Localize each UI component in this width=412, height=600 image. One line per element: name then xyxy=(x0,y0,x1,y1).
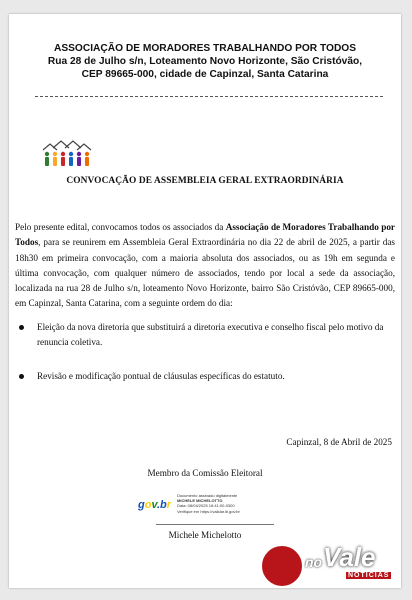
bullet-icon xyxy=(19,374,24,379)
header-org-name: ASSOCIAÇÃO DE MORADORES TRABALHANDO POR TODOS xyxy=(53,43,357,54)
watermark-vale: Vale xyxy=(323,542,376,572)
document-title: CONVOCAÇÃO DE ASSEMBLEIA GERAL EXTRAORDINÁRIA xyxy=(66,176,344,186)
signature-verify: Verifique em https://validar.iti.gov.br xyxy=(177,508,240,514)
member-line: Membro da Comissão Eleitoral xyxy=(147,468,263,478)
watermark-no: no xyxy=(305,554,323,570)
signature-date: Data: 08/04/2025 16:41:00-0300 xyxy=(177,503,235,509)
signer-name: Michele Michelotto xyxy=(168,530,242,540)
agenda-item-text: Revisão e modificação pontual de cláusulas específicas do estatuto. xyxy=(37,371,285,381)
signature-caption: Documento assinado digitalmente xyxy=(177,493,238,498)
date-line: Capinzal, 8 de Abril de 2025 xyxy=(286,437,392,447)
agenda-item-text: Eleição da nova diretoria que substituirá a diretoria executiva e conselho fiscal pelo motivo da renuncia coletiva. xyxy=(37,322,384,348)
association-logo-icon xyxy=(39,136,93,172)
association-name: Associação de Moradores Trabalhando por Todos xyxy=(15,222,395,248)
intro-text: Pelo presente edital, convocamos todos os associados da xyxy=(15,222,226,232)
bullet-icon xyxy=(19,325,24,330)
novale-watermark xyxy=(260,544,410,594)
header-cep: CEP 89665-000, cidade de Capinzal, Santa Catarina xyxy=(81,69,329,80)
paragraph-text: , para se reunirem em Assembleia Geral Extraordinária no dia 22 de abril de 2025, a partir das 18h30 em primeira convocação, com a maioria absoluta dos associados, ou as 19h em segunda e última convocação, com qualquer número de associados, tendo por local a sede da associação, localizada na rua 28 de Julho s/n, loteamento Novo Horizonte, bairro São Cristóvão, CEP 89665-000, em Capinzal, Santa Catarina, com a seguinte ordem do dia: xyxy=(15,237,395,309)
header-divider xyxy=(35,96,383,97)
convocation-paragraph xyxy=(15,220,395,312)
signature-name: MICHELE MICHELOTTO xyxy=(177,498,223,504)
globe-icon xyxy=(260,544,304,588)
govbr-logo-icon: gov.br xyxy=(138,499,172,511)
document-header xyxy=(9,42,401,81)
signature-details xyxy=(177,493,240,514)
header-address: Rua 28 de Julho s/n, Loteamento Novo Horizonte, São Cristóvão, xyxy=(47,56,363,67)
watermark-noticias: NOTÍCIAS xyxy=(348,572,390,579)
signature-line xyxy=(156,524,274,525)
document-page xyxy=(9,14,401,588)
